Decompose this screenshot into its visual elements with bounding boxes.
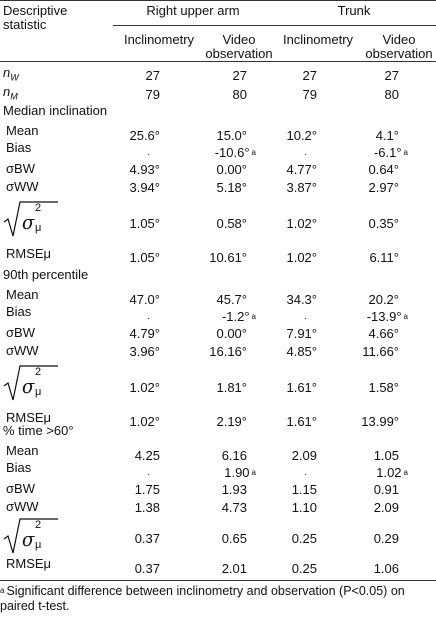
header-inclinometry-trunk: Inclinometry bbox=[282, 32, 354, 47]
row-label-sigma-bw: σBW bbox=[6, 481, 35, 496]
significance-marker: a bbox=[403, 312, 408, 321]
cell-value: 1.58° bbox=[368, 380, 399, 395]
sqrt-sigma-mu-formula bbox=[2, 364, 62, 404]
value-placeholder-dot: . bbox=[304, 311, 307, 322]
table-cell bbox=[222, 483, 247, 497]
table-cell bbox=[368, 293, 399, 307]
table-cell bbox=[222, 562, 247, 576]
table-cell bbox=[216, 217, 247, 231]
cell-value: 1.75 bbox=[134, 482, 160, 497]
table-cell bbox=[135, 449, 160, 463]
cell-value: 3.94° bbox=[129, 180, 160, 195]
cell-value: 1.02° bbox=[286, 250, 317, 265]
cell-value: 1.06 bbox=[373, 561, 399, 576]
cell-value: 45.7° bbox=[216, 292, 247, 307]
square-superscript: 2 bbox=[35, 366, 42, 378]
table-cell bbox=[286, 327, 317, 341]
symbol-subscript: M bbox=[10, 91, 18, 102]
table-cell bbox=[216, 381, 247, 395]
table-cell bbox=[216, 415, 247, 429]
cell-value: 1.05 bbox=[373, 448, 399, 463]
table-cell bbox=[286, 217, 317, 231]
cell-value: 27 bbox=[302, 68, 317, 83]
table-cell bbox=[129, 327, 160, 341]
cell-value: 4.93° bbox=[129, 162, 160, 177]
table-cell bbox=[135, 562, 160, 576]
sigma-symbol: σ bbox=[22, 374, 35, 398]
table-cell bbox=[286, 381, 317, 395]
table-cell bbox=[222, 310, 256, 324]
significance-marker: a bbox=[251, 148, 256, 157]
table-cell bbox=[129, 293, 160, 307]
table-cell bbox=[216, 293, 247, 307]
cell-value: 0.91 bbox=[373, 482, 399, 497]
header-right-upper-arm: Right upper arm bbox=[146, 3, 240, 18]
table-cell bbox=[135, 501, 160, 515]
row-label-nw bbox=[3, 66, 19, 83]
cell-value: 2.01 bbox=[221, 561, 247, 576]
cell-value: 2.97° bbox=[368, 180, 399, 195]
cell-value: 4.25 bbox=[134, 448, 160, 463]
cell-value: 0.37 bbox=[134, 561, 160, 576]
table-cell bbox=[216, 163, 247, 177]
cell-value: -13.9° bbox=[366, 309, 402, 324]
cell-value: 47.0° bbox=[129, 292, 160, 307]
cell-value: 27 bbox=[232, 68, 247, 83]
table-cell bbox=[368, 327, 399, 341]
table-cell bbox=[233, 88, 247, 102]
square-superscript: 2 bbox=[35, 519, 42, 531]
cell-value: 6.11° bbox=[369, 250, 399, 265]
table-cell bbox=[376, 129, 399, 143]
symbol-letter: n bbox=[3, 84, 11, 99]
row-label-mean: Mean bbox=[6, 287, 39, 302]
footnote-marker: a bbox=[0, 586, 5, 595]
table-cell bbox=[135, 532, 160, 546]
table-cell bbox=[362, 345, 399, 359]
table-cell bbox=[286, 345, 317, 359]
cell-value: 10.2° bbox=[286, 128, 317, 143]
table-cell bbox=[303, 69, 317, 83]
table-cell bbox=[374, 532, 399, 546]
header-video-arm: Video observation bbox=[205, 32, 273, 62]
cell-value: 34.3° bbox=[286, 292, 317, 307]
mu-subscript: μ bbox=[35, 539, 42, 551]
table-cell bbox=[209, 345, 247, 359]
table-cell bbox=[374, 562, 399, 576]
cell-value: 1.90 bbox=[224, 465, 250, 480]
cell-value: 1.02° bbox=[286, 216, 317, 231]
cell-value: 0.37 bbox=[134, 531, 160, 546]
cell-value: 0.65 bbox=[221, 531, 247, 546]
cell-value: 1.02° bbox=[129, 380, 160, 395]
table-cell bbox=[374, 501, 399, 515]
table-cell bbox=[146, 69, 160, 83]
table-cell bbox=[135, 483, 160, 497]
row-label-rmse: RMSEμ bbox=[6, 556, 52, 571]
section-title: % time >60° bbox=[3, 423, 74, 438]
cell-value: 0.00° bbox=[216, 162, 247, 177]
cell-value: 27 bbox=[384, 68, 399, 83]
cell-value: 13.99° bbox=[361, 414, 399, 429]
table-cell bbox=[376, 466, 408, 480]
section-title: 90th percentile bbox=[3, 267, 89, 282]
table-cell bbox=[216, 181, 247, 195]
row-label-bias: Bias bbox=[6, 304, 32, 319]
cell-value: 80 bbox=[232, 87, 247, 102]
cell-value: 1.05° bbox=[129, 216, 160, 231]
group-underline bbox=[113, 25, 436, 26]
table-cell bbox=[129, 251, 160, 265]
significance-marker: a bbox=[251, 312, 256, 321]
footnote bbox=[0, 584, 436, 614]
table-cell bbox=[233, 69, 247, 83]
row-label-bias: Bias bbox=[6, 140, 32, 155]
row-label-nm bbox=[3, 85, 18, 102]
cell-value: 79 bbox=[302, 87, 317, 102]
table-cell bbox=[129, 345, 160, 359]
cell-value: 0.00° bbox=[216, 326, 247, 341]
header-descriptive-statistic: Descriptive statistic bbox=[3, 3, 68, 33]
cell-value: 11.66° bbox=[362, 344, 399, 359]
cell-value: 25.6° bbox=[129, 128, 160, 143]
cell-value: 16.16° bbox=[209, 344, 247, 359]
cell-value: -1.2° bbox=[221, 309, 250, 324]
cell-value: 0.29 bbox=[373, 531, 399, 546]
cell-value: 2.19° bbox=[216, 414, 247, 429]
cell-value: 3.87° bbox=[286, 180, 317, 195]
value-placeholder-dot: . bbox=[147, 311, 150, 322]
row-label-rmse: RMSEμ bbox=[6, 246, 52, 261]
row-label-rmse: RMSEμ bbox=[6, 410, 52, 425]
symbol-subscript: W bbox=[10, 72, 19, 83]
value-placeholder-dot: . bbox=[304, 467, 307, 478]
sigma-symbol: σ bbox=[22, 527, 35, 551]
cell-value: 1.02 bbox=[376, 465, 402, 480]
square-superscript: 2 bbox=[35, 202, 42, 214]
cell-value: 27 bbox=[145, 68, 160, 83]
table-cell bbox=[292, 532, 317, 546]
row-label-sigma-ww: σWW bbox=[6, 343, 39, 358]
row-label-mean: Mean bbox=[6, 123, 39, 138]
sigma-symbol: σ bbox=[22, 210, 35, 234]
table-cell bbox=[286, 129, 317, 143]
table-cell bbox=[292, 449, 317, 463]
table-cell bbox=[129, 129, 160, 143]
table-cell bbox=[129, 163, 160, 177]
table-cell bbox=[368, 381, 399, 395]
cell-value: 2.09 bbox=[291, 448, 317, 463]
table-cell bbox=[286, 163, 317, 177]
row-label-mean: Mean bbox=[6, 443, 39, 458]
table-cell bbox=[292, 562, 317, 576]
table-cell bbox=[222, 449, 247, 463]
sqrt-sigma-mu-formula bbox=[2, 200, 62, 240]
cell-value: 0.35° bbox=[368, 216, 399, 231]
table-cell bbox=[129, 181, 160, 195]
table-cell bbox=[222, 501, 247, 515]
cell-value: 4.79° bbox=[129, 326, 160, 341]
table-cell bbox=[209, 251, 247, 265]
cell-value: 7.91° bbox=[286, 326, 317, 341]
cell-value: 10.61° bbox=[209, 250, 247, 265]
table-cell bbox=[361, 415, 399, 429]
table-cell bbox=[286, 415, 317, 429]
cell-value: 1.02° bbox=[129, 414, 160, 429]
table-cell bbox=[129, 415, 160, 429]
table-cell bbox=[286, 293, 317, 307]
cell-value: 80 bbox=[384, 87, 399, 102]
cell-value: 79 bbox=[145, 87, 160, 102]
table-cell bbox=[374, 146, 408, 160]
cell-value: 4.66° bbox=[368, 326, 399, 341]
cell-value: 1.05° bbox=[129, 250, 160, 265]
table-cell bbox=[368, 163, 399, 177]
mu-subscript: μ bbox=[35, 222, 42, 234]
mu-subscript: μ bbox=[35, 386, 42, 398]
table-cell bbox=[369, 251, 399, 265]
row-label-sigma-ww: σWW bbox=[6, 179, 39, 194]
value-placeholder-dot: . bbox=[147, 467, 150, 478]
table-cell bbox=[224, 466, 256, 480]
cell-value: 1.61° bbox=[286, 414, 317, 429]
cell-value: 3.96° bbox=[129, 344, 160, 359]
cell-value: 2.09 bbox=[373, 500, 399, 515]
table-cell bbox=[368, 181, 399, 195]
table-cell bbox=[385, 88, 399, 102]
cell-value: 0.25 bbox=[291, 531, 317, 546]
table-cell bbox=[216, 327, 247, 341]
cell-value: 20.2° bbox=[368, 292, 399, 307]
cell-value: 1.81° bbox=[216, 380, 247, 395]
table-cell bbox=[367, 310, 408, 324]
row-label-sigma-bw: σBW bbox=[6, 325, 35, 340]
cell-value: 1.38 bbox=[134, 500, 160, 515]
value-placeholder-dot: . bbox=[147, 147, 150, 158]
table-cell bbox=[292, 483, 317, 497]
table-cell bbox=[292, 501, 317, 515]
top-rule bbox=[0, 0, 436, 1]
cell-value: 4.1° bbox=[375, 128, 399, 143]
table-cell bbox=[146, 88, 160, 102]
table-cell bbox=[129, 217, 160, 231]
table-cell bbox=[385, 69, 399, 83]
table-cell bbox=[286, 251, 317, 265]
cell-value: 4.85° bbox=[286, 344, 317, 359]
table-cell bbox=[374, 449, 399, 463]
cell-value: 1.93 bbox=[221, 482, 247, 497]
cell-value: -10.6° bbox=[214, 145, 250, 160]
cell-value: 1.15 bbox=[291, 482, 317, 497]
row-label-bias: Bias bbox=[6, 460, 32, 475]
significance-marker: a bbox=[403, 468, 408, 477]
cell-value: 0.58° bbox=[216, 216, 247, 231]
cell-value: 0.25 bbox=[291, 561, 317, 576]
row-label-sigma-ww: σWW bbox=[6, 499, 39, 514]
cell-value: 1.10 bbox=[291, 500, 317, 515]
value-placeholder-dot: . bbox=[304, 147, 307, 158]
table-cell bbox=[129, 381, 160, 395]
header-inclinometry-arm: Inclinometry bbox=[123, 32, 195, 47]
cell-value: -6.1° bbox=[373, 145, 402, 160]
bottom-rule bbox=[0, 580, 436, 581]
significance-marker: a bbox=[251, 468, 256, 477]
symbol-letter: n bbox=[3, 65, 11, 80]
sqrt-sigma-mu-formula bbox=[2, 517, 62, 557]
header-trunk: Trunk bbox=[337, 3, 371, 18]
row-label-sigma-bw: σBW bbox=[6, 161, 35, 176]
table-cell bbox=[368, 217, 399, 231]
section-title: Median inclination bbox=[3, 103, 108, 118]
table-cell bbox=[286, 181, 317, 195]
cell-value: 6.16 bbox=[221, 448, 247, 463]
cell-value: 5.18° bbox=[216, 180, 247, 195]
significance-marker: a bbox=[403, 148, 408, 157]
cell-value: 4.77° bbox=[286, 162, 317, 177]
table-cell bbox=[216, 129, 247, 143]
cell-value: 1.61° bbox=[286, 380, 317, 395]
cell-value: 15.0° bbox=[216, 128, 247, 143]
table-cell bbox=[374, 483, 399, 497]
table-cell bbox=[222, 532, 247, 546]
header-video-trunk: Video observation bbox=[365, 32, 433, 62]
footnote-text: Significant difference between inclinometry and observation (P<0.05) on paired t-test. bbox=[0, 584, 405, 613]
cell-value: 4.73 bbox=[221, 500, 247, 515]
table-cell bbox=[303, 88, 317, 102]
cell-value: 0.64° bbox=[368, 162, 399, 177]
table-cell bbox=[215, 146, 256, 160]
